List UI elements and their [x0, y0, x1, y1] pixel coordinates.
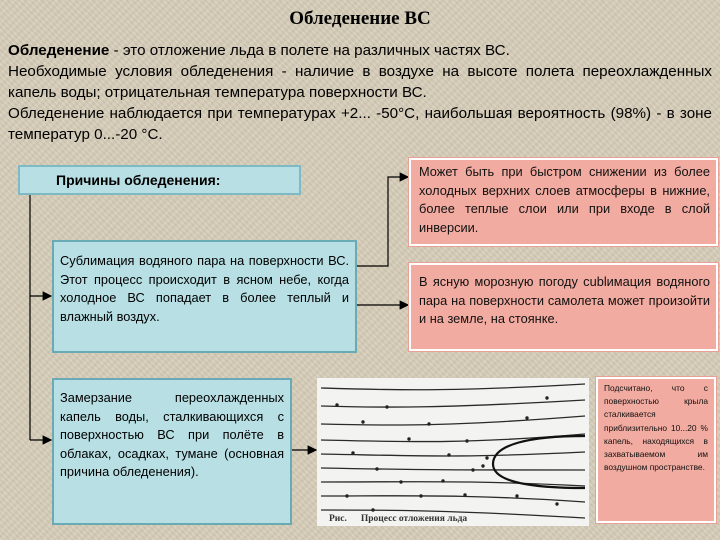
wing-profile — [493, 436, 585, 488]
term-label: Обледенение — [8, 42, 110, 59]
descent-note: Может быть при быстром снижении из более холодных верхних слоев атмосферы в нижние, более теплые слои или при входе в слой инверсии. — [409, 158, 718, 246]
figure-caption — [329, 514, 467, 524]
definition-text: - это отложение льда в полете на различных частях ВС. — [109, 42, 510, 59]
capture-note: Подсчитано, что с поверхностью крыла сталкивается приблизительно 10...20 % капель, находящихся в захватываемом им воздушном пространстве. — [596, 377, 716, 523]
arrow-to-descent-note — [357, 177, 408, 266]
ice-deposition-illustration — [317, 378, 589, 526]
sublimation-box: Сублимация водяного пара на поверхности ВС. Этот процесс происходит в ясном небе, когда холодное ВС попадает в более теплый и влажный воздух. — [52, 240, 357, 353]
figure-caption-text: Процесс отложения льда — [360, 514, 468, 524]
conditions-paragraph: Необходимые условия обледенения - наличие в воздухе на высоте полета переохлажденных капель воды; отрицательная температура поверхности ВС. — [8, 63, 712, 101]
figure-prefix: Рис. — [329, 514, 347, 524]
temperatures-paragraph: Обледенение наблюдается при температурах +2... -50°С, наибольшая вероятность (98%) - в зоне температур 0...-20 °С. — [8, 105, 712, 143]
freezing-box: Замерзание переохлажденных капель воды, сталкивающихся с поверхностью ВС при полёте в облаках, осадках, тумане (основная причина обледенения). — [52, 378, 292, 525]
page-title: Обледенение ВС — [289, 8, 431, 29]
streamline-diagram — [317, 378, 589, 526]
ground-note: В ясную морозную погоду сublимация водяного пара на поверхности самолета может произойти и на земле, на стоянке. — [409, 263, 718, 351]
causes-header: Причины обледенения: — [18, 165, 301, 195]
